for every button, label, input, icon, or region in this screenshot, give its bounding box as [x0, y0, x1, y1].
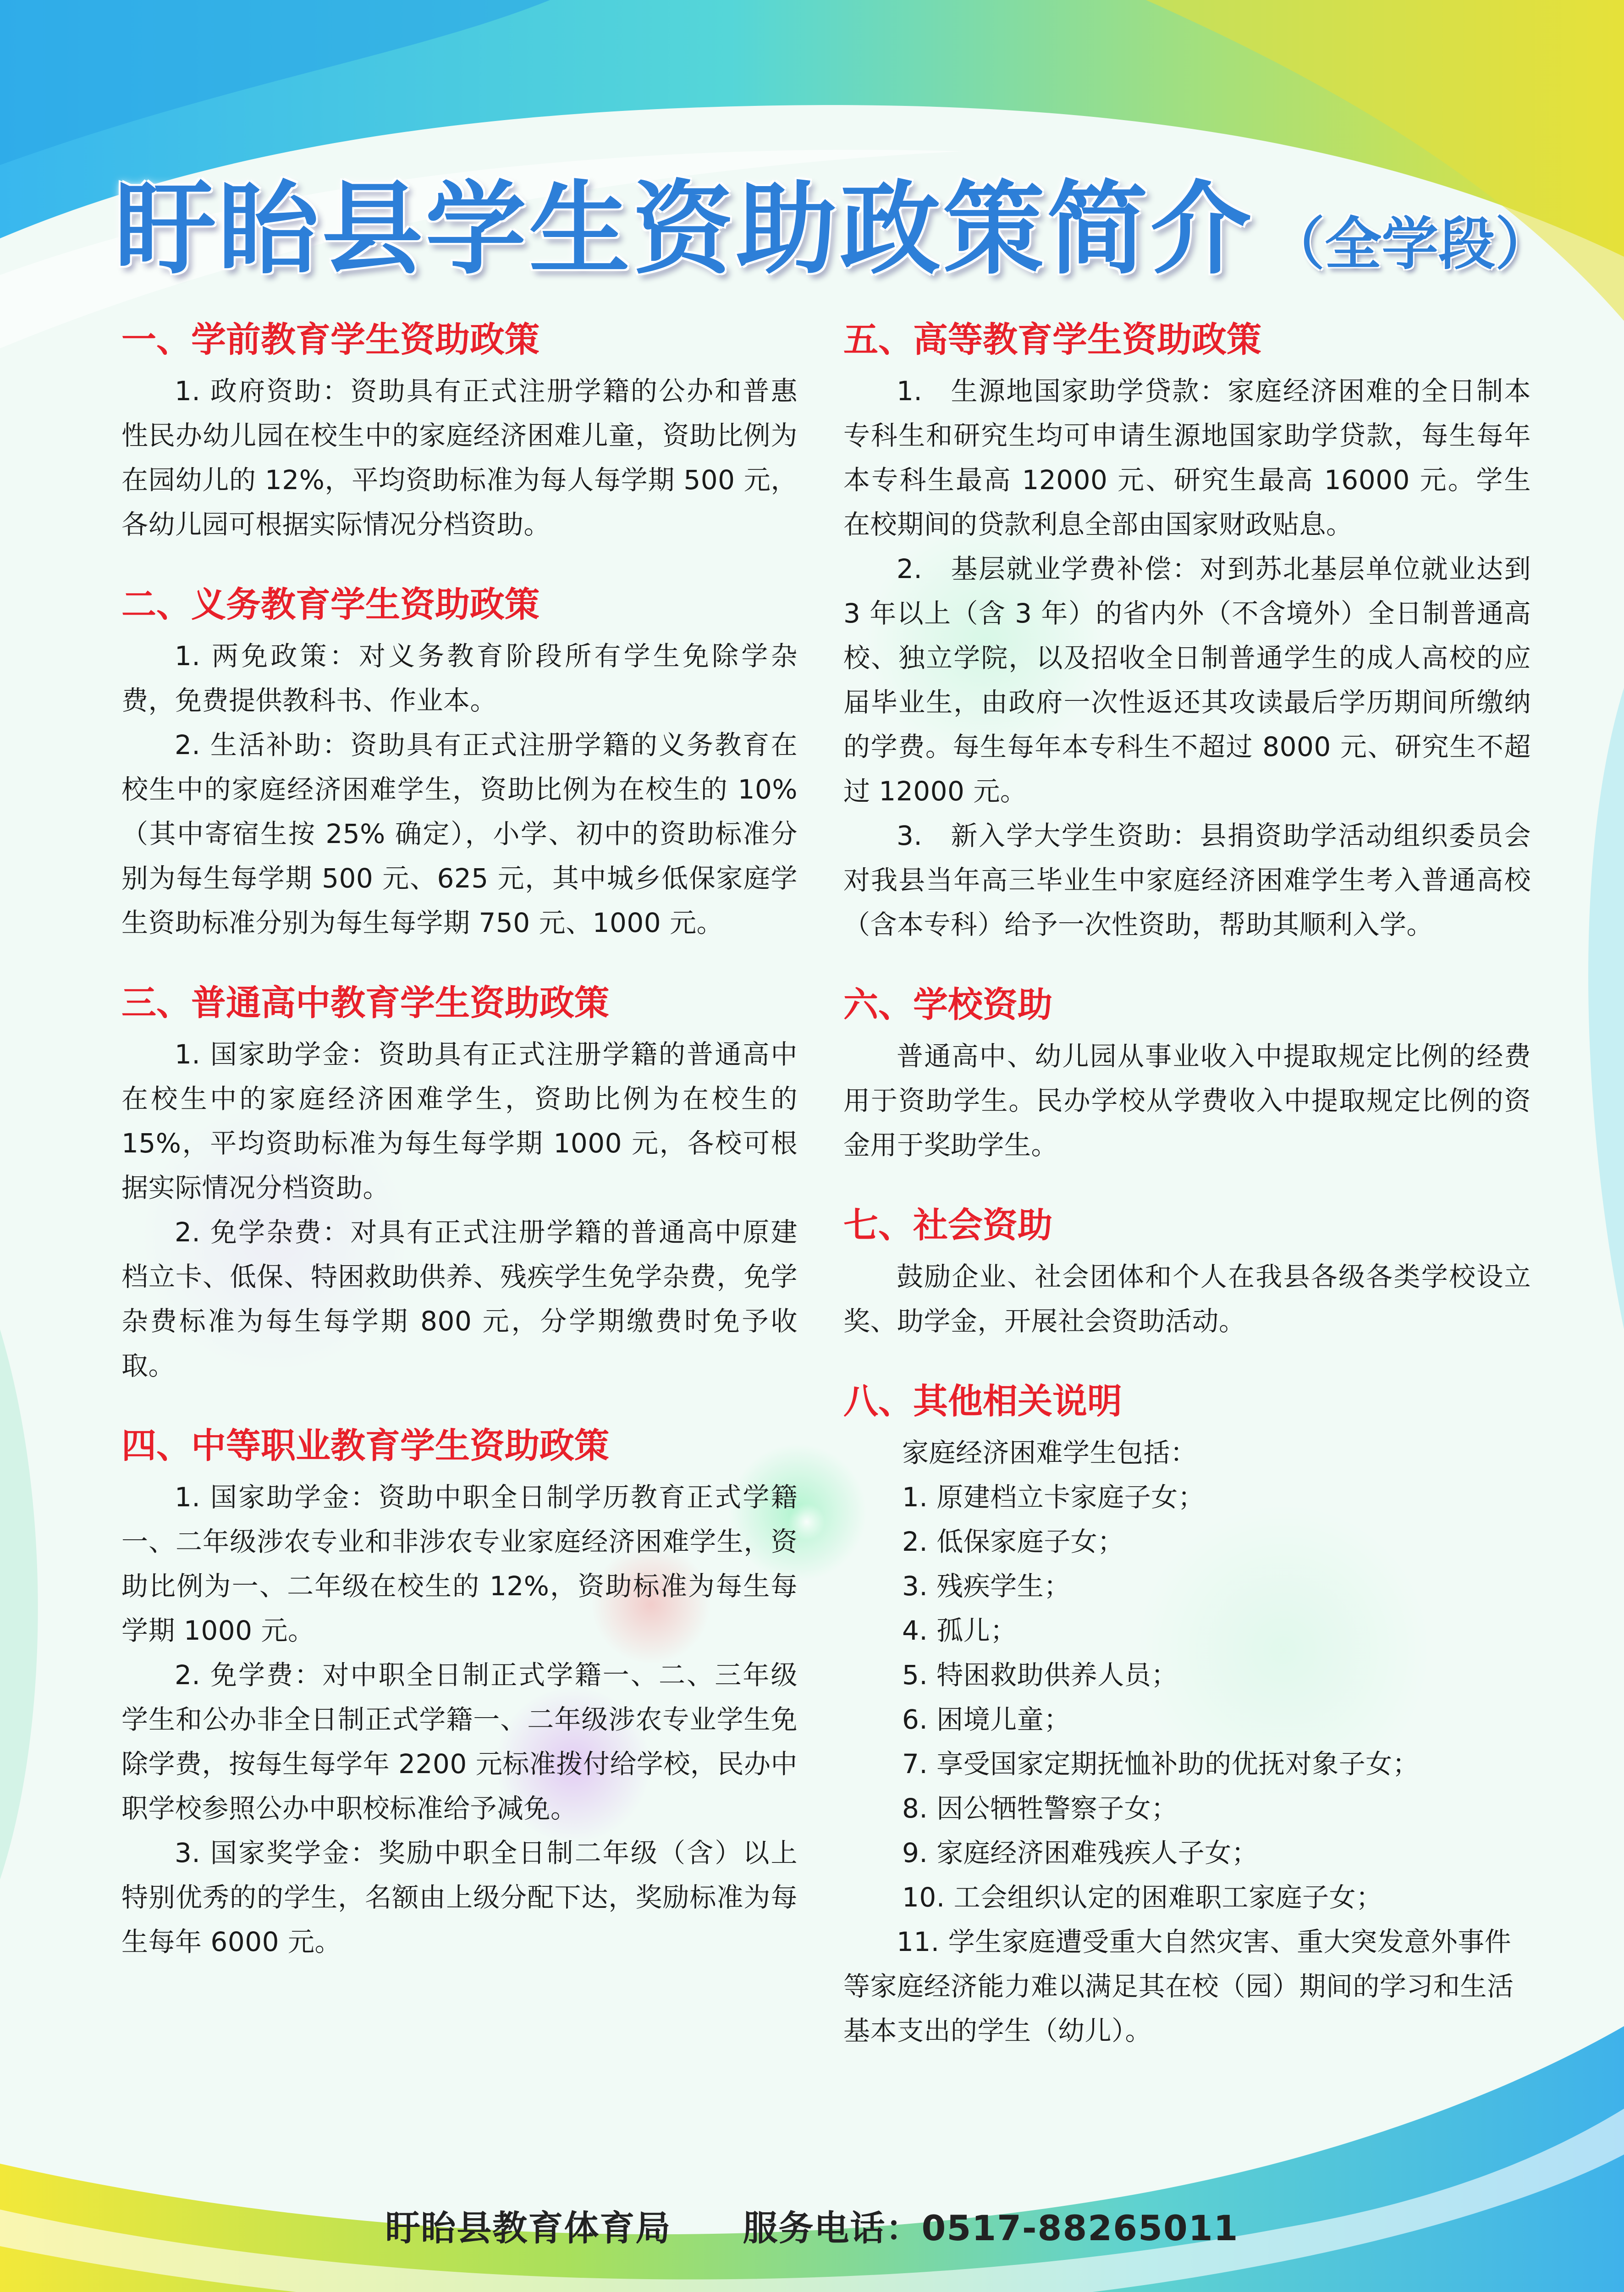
footer-phone: 0517-88265011: [921, 2208, 1239, 2248]
list-item: 5. 特困救助供养人员；: [902, 1659, 1178, 1691]
section-heading: 一、学前教育学生资助政策: [121, 319, 539, 360]
section-heading: 八、其他相关说明: [843, 1381, 1122, 1421]
section-paragraph: 3. 新入学大学生资助：县捐资助学活动组织委员会对我县当年高三毕业生中家庭经济困难学生考入普通高校（含本专科）给予一次性资助，帮助其顺利入学。: [843, 820, 1531, 940]
section-paragraph: 2. 免学杂费：对具有正式注册学籍的普通高中原建档立卡、低保、特困救助供养、残疾学生免学杂费，免学杂费标准为每生每学期 800 元，分学期缴费时免予收取。: [121, 1217, 798, 1381]
section-heading: 四、中等职业教育学生资助政策: [121, 1425, 609, 1466]
section-heading: 二、义务教育学生资助政策: [121, 584, 539, 625]
right-column: [843, 314, 1531, 2085]
section-paragraph: 2. 免学费：对中职全日制正式学籍一、二、三年级学生和公办非全日制正式学籍一、二年级涉农专业学生免除学费，按每生每学年 2200 元标准拨付给学校，民办中职学校参照公办中职校标准给予减免。: [121, 1659, 798, 1824]
section-high-school: [121, 977, 798, 1388]
section-paragraph: 1. 政府资助：资助具有正式注册学籍的公办和普惠性民办幼儿园在校生中的家庭经济困难儿童，资助比例为在园幼儿的 12%，平均资助标准为每人每学期 500 元，各幼儿园可根据实际情况分档资助。: [121, 375, 798, 540]
section-paragraph: 3. 国家奖学金：奖励中职全日制二年级（含）以上特别优秀的的学生，名额由上级分配下达，奖励标准为每生每年 6000 元。: [121, 1837, 798, 1957]
section-compulsory: [121, 579, 798, 945]
section-heading: 六、学校资助: [843, 984, 1052, 1025]
section-paragraph: 普通高中、幼儿园从事业收入中提取规定比例的经费用于资助学生。民办学校从学费收入中提取规定比例的资金用于奖助学生。: [843, 1041, 1531, 1161]
section-paragraph: 1. 两免政策：对义务教育阶段所有学生免除学杂费，免费提供教科书、作业本。: [121, 640, 798, 716]
poster-title: [115, 151, 1552, 289]
section-paragraph: 1. 国家助学金：资助中职全日制学历教育正式学籍一、二年级涉农专业和非涉农专业家庭经济困难学生，资助比例为一、二年级在校生的 12%，资助标准为每生每学期 1000 元。: [121, 1482, 798, 1646]
footer-phone-label: 服务电话：: [743, 2208, 922, 2248]
list-item: 3. 残疾学生；: [902, 1570, 1071, 1602]
section-heading: 五、高等教育学生资助政策: [843, 319, 1261, 360]
section-school-aid: [843, 979, 1531, 1168]
list-item: 8. 因公牺牲警察子女；: [902, 1793, 1178, 1824]
section-heading: 七、社会资助: [843, 1205, 1052, 1245]
list-item: 1. 原建档立卡家庭子女；: [902, 1482, 1205, 1513]
section-paragraph: 2. 生活补助：资助具有正式注册学籍的义务教育在校生中的家庭经济困难学生，资助比例为在校生的 10%（其中寄宿生按 25% 确定），小学、初中的资助标准分别为每生每学期 500 元、625 元，其中城乡低保家庭学生资助标准分别为每生每学期 750 元、1000 元。: [121, 729, 798, 938]
list-item: 10. 工会组织认定的困难职工家庭子女；: [902, 1882, 1383, 1913]
list-item: 9. 家庭经济困难残疾人子女；: [902, 1837, 1259, 1868]
section-paragraph: 1. 生源地国家助学贷款：家庭经济困难的全日制本专科生和研究生均可申请生源地国家助学贷款，每生每年本专科生最高 12000 元、研究生最高 16000 元。学生在校期间的贷款利息全部由国家财政贴息。: [843, 375, 1531, 540]
section-paragraph: 2. 基层就业学费补偿：对到苏北基层单位就业达到 3 年以上（含 3 年）的省内外（不含境外）全日制普通高校、独立学院，以及招收全日制普通学生的成人高校的应届毕业生，由政府一次性返还其攻读最后学历期间所缴纳的学费。每生每年本专科生不超过 8000 元、研究生不超过 12000 元。: [843, 553, 1531, 807]
list-item: 2. 低保家庭子女；: [902, 1526, 1124, 1557]
footer: [0, 2200, 1624, 2250]
section-social-aid: [843, 1200, 1531, 1344]
other-intro: 家庭经济困难学生包括：: [902, 1437, 1197, 1468]
title-main: 盱眙县学生资助政策简介: [115, 171, 1255, 288]
list-item: 4. 孤儿；: [902, 1615, 1017, 1646]
title-subtitle: （全学段）: [1268, 211, 1552, 277]
section-higher-education: [843, 314, 1531, 947]
left-column: [121, 314, 798, 1996]
section-paragraph: 鼓励企业、社会团体和个人在我县各级各类学校设立奖、助学金，开展社会资助活动。: [843, 1261, 1531, 1337]
list-item: 7. 享受国家定期抚恤补助的优抚对象子女；: [902, 1748, 1420, 1780]
section-heading: 三、普通高中教育学生资助政策: [121, 982, 609, 1023]
section-preschool: [121, 314, 798, 547]
section-other-notes: [843, 1376, 1531, 2053]
section-vocational: [121, 1420, 798, 1964]
footer-org: 盱眙县教育体育局: [385, 2208, 672, 2248]
list-item: 6. 困境儿童；: [902, 1704, 1071, 1735]
section-paragraph: 1. 国家助学金：资助具有正式注册学籍的普通高中在校生中的家庭经济困难学生，资助比例为在校生的 15%，平均资助标准为每生每学期 1000 元，各校可根据实际情况分档资助。: [121, 1039, 798, 1203]
list-item: 11. 学生家庭遭受重大自然灾害、重大突发意外事件等家庭经济能力难以满足其在校（园）期间的学习和生活基本支出的学生（幼儿）。: [843, 1926, 1514, 2046]
